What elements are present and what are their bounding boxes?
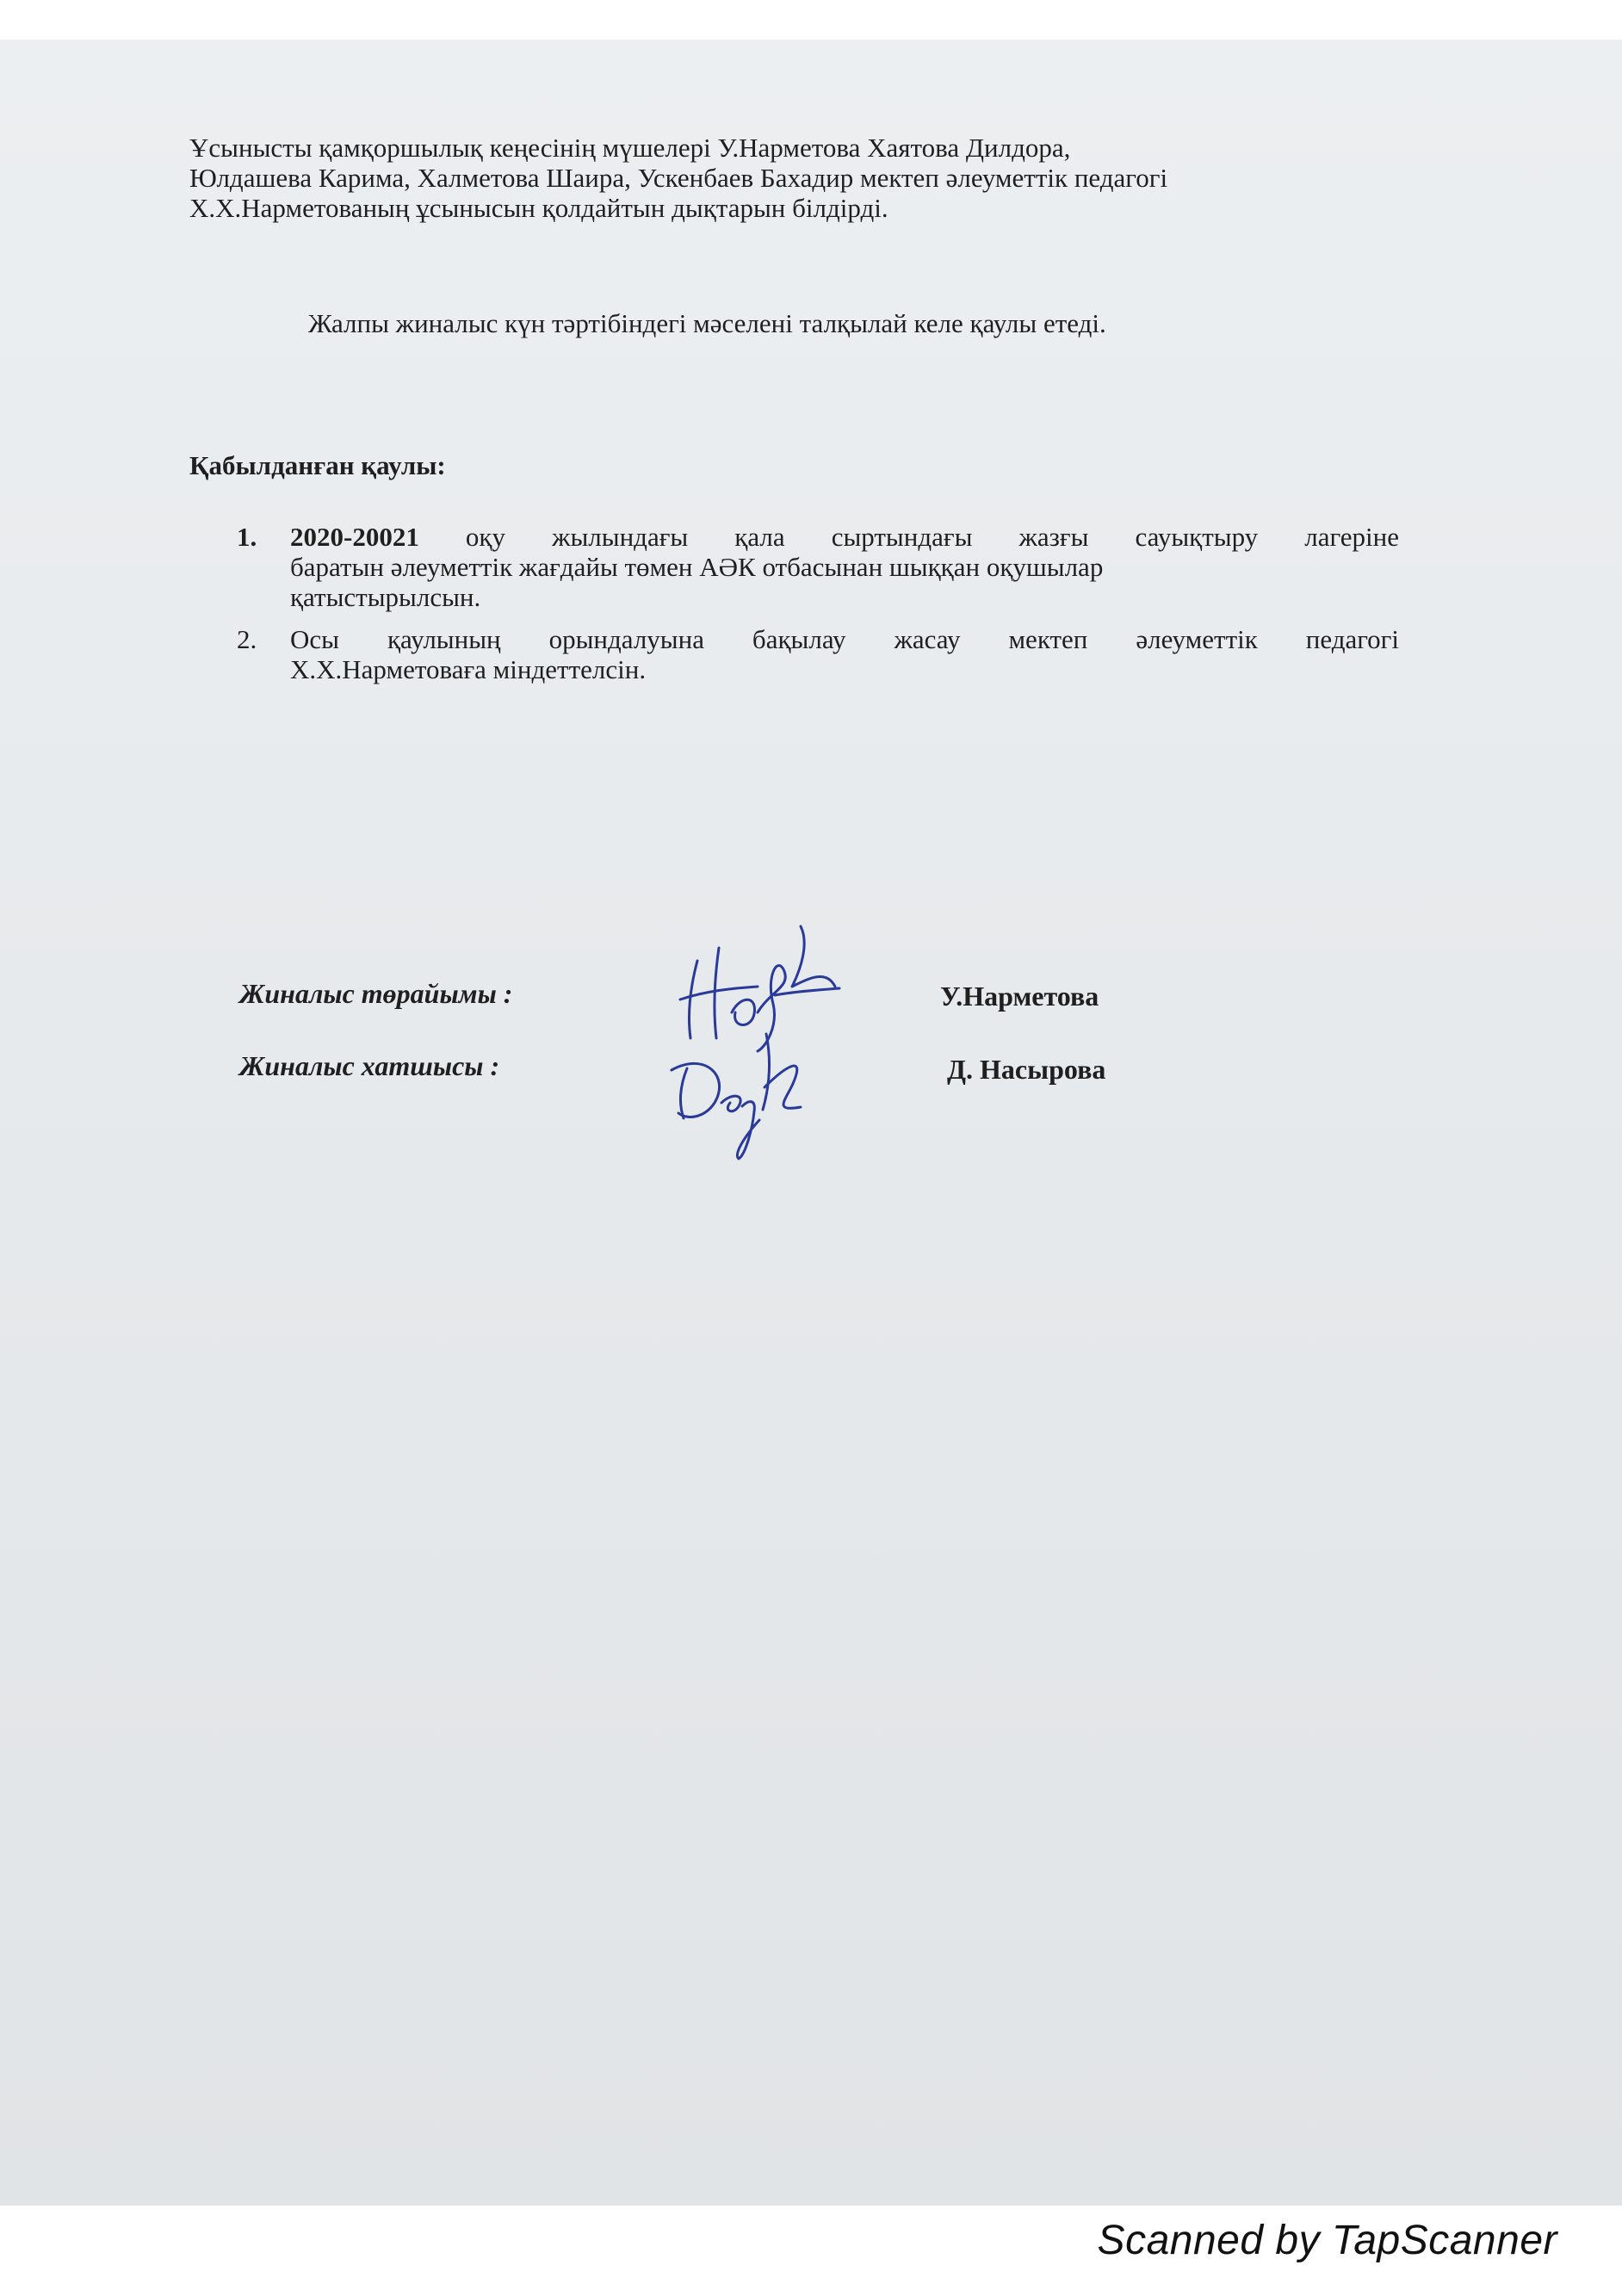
decision-heading: Қабылданған қаулы: bbox=[189, 450, 446, 480]
decision-item bbox=[237, 522, 1399, 612]
secretary-label: Жиналыс хатшысы : bbox=[239, 1050, 500, 1081]
decision-number: 1. bbox=[237, 522, 257, 552]
intro-line: Юлдашева Карима, Халметова Шаира, Ускенбаев Бахадир мектеп әлеуметтік педагогі bbox=[189, 163, 1168, 193]
decision-item bbox=[237, 624, 1399, 684]
decision-text: оқу жылындағы қала сыртындағы жазғы сауықтыру лагеріне bbox=[465, 522, 1400, 552]
resolution-paragraph: Жалпы жиналыс күн тәртібіндегі мәселені талқылай келе қаулы етеді. bbox=[308, 308, 1106, 338]
intro-line: Ұсынысты қамқоршылық кеңесінің мүшелері У.Нарметова Хаятова Дилдора, bbox=[189, 133, 1071, 163]
decision-number: 2. bbox=[237, 624, 257, 654]
decision-text: Осы қаулының орындалуына бақылау жасау мектеп әлеуметтік педагогі bbox=[290, 624, 1399, 654]
intro-line: Х.Х.Нарметованың ұсынысын қолдайтын дықтарын білдірді. bbox=[189, 193, 888, 223]
scanned-page bbox=[0, 40, 1622, 2206]
decision-text: қатыстырылсын. bbox=[290, 582, 481, 612]
decision-text: Х.Х.Нарметоваға міндеттелсін. bbox=[290, 654, 647, 684]
decision-text: баратын әлеуметтік жағдайы төмен АӘК отбасынан шыққан оқушылар bbox=[290, 552, 1104, 582]
secretary-name: Д. Насырова bbox=[947, 1054, 1106, 1085]
intro-paragraph bbox=[189, 133, 1481, 223]
handwritten-signature-icon bbox=[663, 1017, 818, 1163]
decision-list bbox=[237, 522, 1399, 684]
chairperson-name: У.Нарметова bbox=[940, 981, 1099, 1012]
scanner-watermark: Scanned by TapScanner bbox=[1097, 2218, 1557, 2263]
chairperson-label: Жиналыс төрайымы : bbox=[239, 978, 513, 1009]
decision-year: 2020-20021 bbox=[290, 522, 419, 552]
